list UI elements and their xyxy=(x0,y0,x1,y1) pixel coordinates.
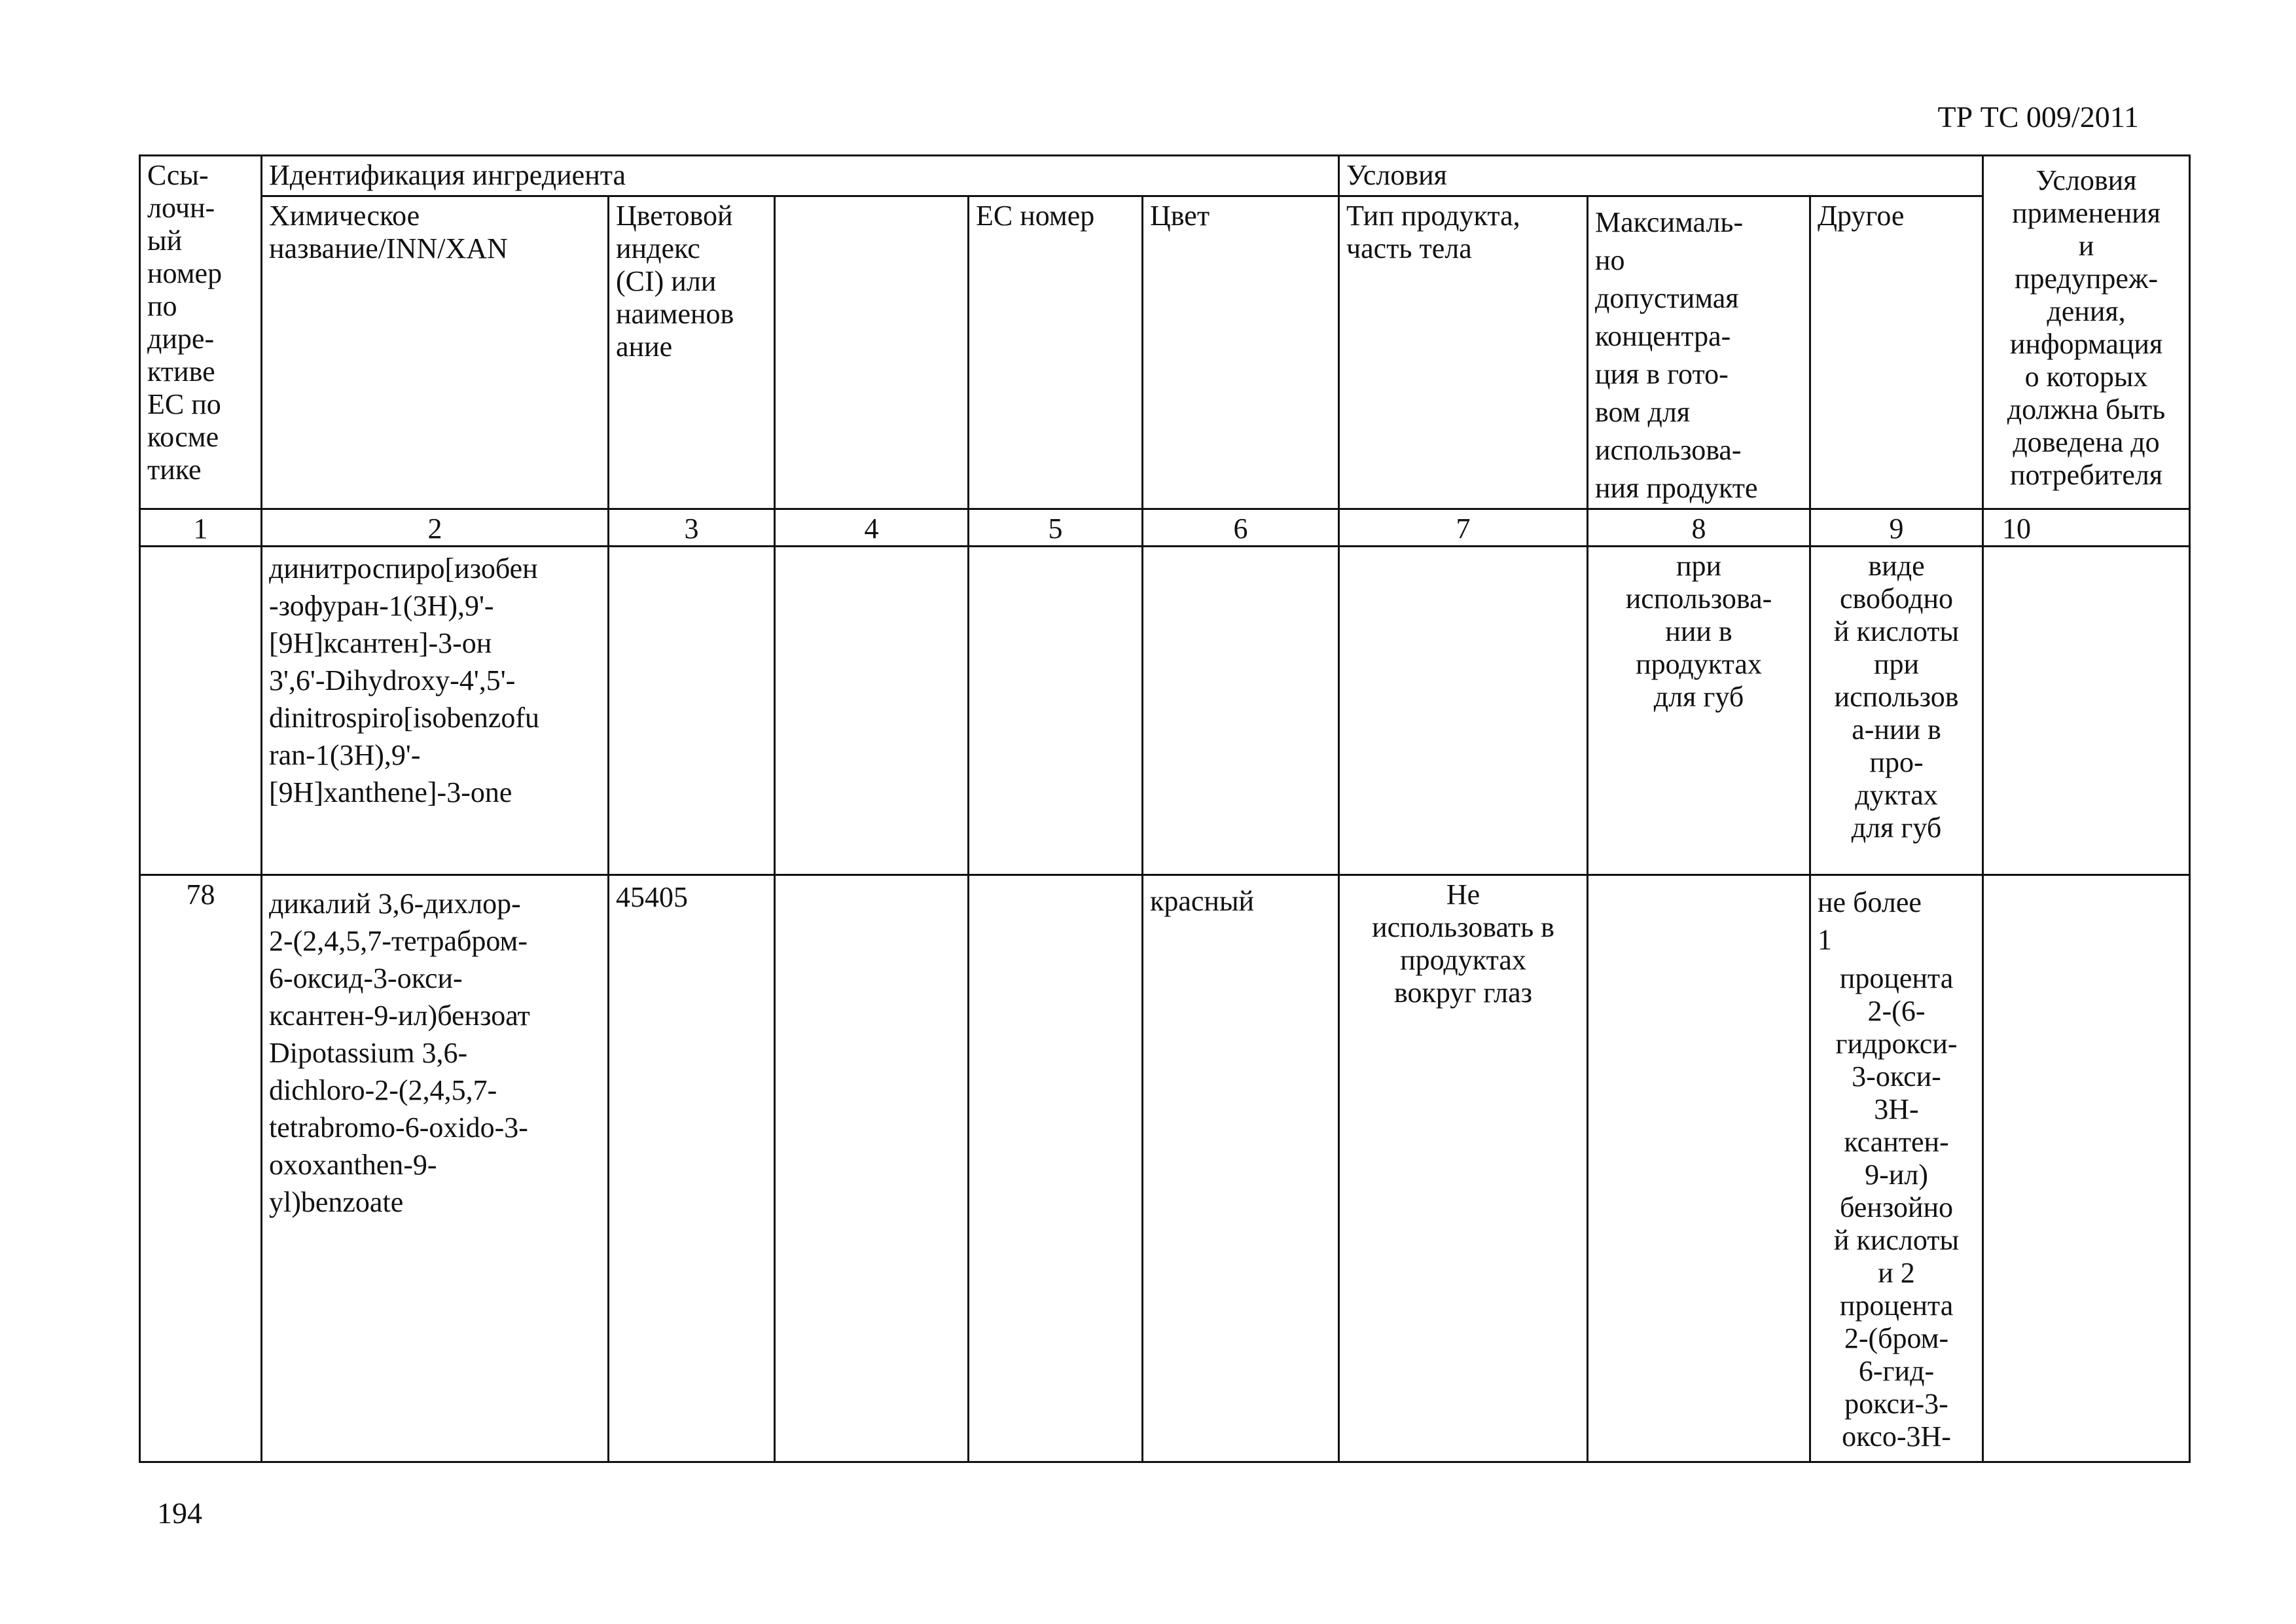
header-product-type: Тип продукта, часть тела xyxy=(1339,196,1588,509)
header-usage-conditions: Условия применения и предупреж- дения, информация о которых должна быть доведена до потребителя xyxy=(1983,156,2190,509)
cell-color xyxy=(1143,547,1339,875)
header-col4 xyxy=(775,196,969,509)
column-number: 1 xyxy=(140,509,262,547)
cell-usage-conditions xyxy=(1983,875,2190,1462)
cell-other xyxy=(1810,875,1983,1462)
cell-max-concentration: при использова- нии в продуктах для губ xyxy=(1588,547,1810,875)
cell-color: красный xyxy=(1143,875,1339,1462)
cell-usage-conditions xyxy=(1983,547,2190,875)
column-number: 8 xyxy=(1588,509,1810,547)
column-number: 3 xyxy=(609,509,775,547)
header-color-index: Цветовой индекс (CI) или наименов ание xyxy=(609,196,775,509)
header-row-1 xyxy=(140,156,2190,196)
cell-other-rest: процента 2-(6- гидрокси- 3-окси- 3H- ксантен- 9-ил) бензойно й кислоты и 2 процента 2-(бром- 6-гид- рокси-3- оксо-3H- xyxy=(1833,962,1960,1453)
cell-other-line1: не более xyxy=(1818,886,1922,918)
cell-ec-number xyxy=(969,547,1143,875)
header-chemical-name: Химическое название/INN/XAN xyxy=(262,196,609,509)
cell-product-type: Не использовать в продуктах вокруг глаз xyxy=(1339,875,1588,1462)
header-ec-number: ЕС номер xyxy=(969,196,1143,509)
ingredients-table xyxy=(139,154,2191,1463)
document-code: ТР ТС 009/2011 xyxy=(1937,100,2139,134)
table-row xyxy=(140,547,2190,875)
column-number: 4 xyxy=(775,509,969,547)
column-number: 9 xyxy=(1810,509,1983,547)
column-number: 7 xyxy=(1339,509,1588,547)
cell-chemical-name: дикалий 3,6-дихлор- 2-(2,4,5,7-тетрабром- 6-оксид-3-окси- ксантен-9-ил)бензоат Dipotassium 3,6- dichloro-2-(2,4,5,7- tetrabromo-6-oxido-3- oxoxanthen-9- yl)benzoate xyxy=(262,875,609,1462)
cell-color-index: 45405 xyxy=(609,875,775,1462)
column-number: 2 xyxy=(262,509,609,547)
header-color: Цвет xyxy=(1143,196,1339,509)
column-number: 6 xyxy=(1143,509,1339,547)
header-conditions: Условия xyxy=(1339,156,1983,196)
column-number: 10 xyxy=(1983,509,2190,547)
cell-max-concentration xyxy=(1588,875,1810,1462)
cell-other: виде свободно й кислоты при использов а-нии в про- дуктах для губ xyxy=(1810,547,1983,875)
cell-other-line2: 1 xyxy=(1818,924,1832,956)
header-max-concentration: Максималь- но допустимая концентра- ция в гото- вом для использова- ния продукте xyxy=(1588,196,1810,509)
header-identification: Идентификация ингредиента xyxy=(262,156,1339,196)
cell-color-index xyxy=(609,547,775,875)
cell-chemical-name: динитроспиро[изобен -зофуран-1(3H),9'- [9H]ксантен]-3-он 3',6'-Dihydroxy-4',5'- dinitrospiro[isobenzofu ran-1(3H),9'- [9H]xanthene]-3-one xyxy=(262,547,609,875)
header-ref-no: Ссы- лочн- ый номер по дире- ктиве ЕС по косме тике xyxy=(140,156,262,509)
cell-ec-number xyxy=(969,875,1143,1462)
column-numbers-row xyxy=(140,509,2190,547)
header-other: Другое xyxy=(1810,196,1983,509)
header-row-2 xyxy=(140,196,2190,509)
cell-product-type xyxy=(1339,547,1588,875)
table-row xyxy=(140,875,2190,1462)
cell-ref-no: 78 xyxy=(140,875,262,1462)
cell-col4 xyxy=(775,875,969,1462)
page-number: 194 xyxy=(157,1496,202,1530)
cell-col4 xyxy=(775,547,969,875)
cell-ref-no xyxy=(140,547,262,875)
column-number: 5 xyxy=(969,509,1143,547)
